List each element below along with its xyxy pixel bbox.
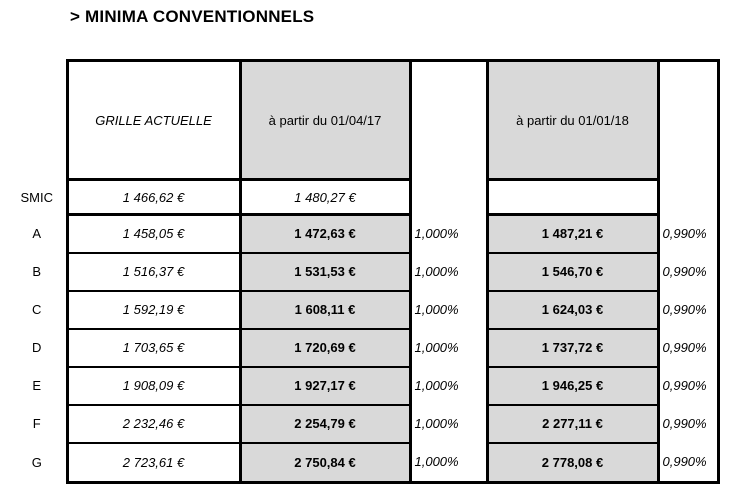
pct-2017-A: 1,000% (414, 226, 459, 241)
pct-2017-G: 1,000% (414, 454, 459, 469)
row-label-f: F (32, 416, 41, 431)
pct-2017-B: 1,000% (414, 264, 459, 279)
header-from-2018: à partir du 01/01/18 (487, 61, 658, 180)
grade-c-grille-value: 1 592,19 € (67, 291, 240, 329)
pct-2017-D: 1,000% (414, 340, 459, 355)
grade-b-grille-value: 1 516,37 € (67, 253, 240, 291)
grade-f-grille-value: 2 232,46 € (67, 405, 240, 443)
smic-2017-value: 1 480,27 € (240, 180, 410, 215)
row-label-a: A (32, 226, 42, 241)
pct-2018-B: 0,990% (662, 264, 707, 279)
corner-cell (8, 61, 67, 180)
grade-g-2017-value: 2 750,84 € (240, 443, 410, 483)
table-row-b (8, 253, 718, 291)
smic-2018-value (487, 180, 658, 215)
grade-b-2018-value: 1 546,70 € (487, 253, 658, 291)
page-title: > MINIMA CONVENTIONNELS (70, 7, 315, 26)
grade-g-grille-value: 2 723,61 € (67, 443, 240, 483)
pct-2017-column (410, 61, 487, 483)
grade-f-2018-value: 2 277,11 € (487, 405, 658, 443)
pct-2018-G: 0,990% (662, 454, 707, 469)
row-label-c: C (32, 302, 42, 317)
row-label-b: B (32, 264, 42, 279)
pct-2017-F: 1,000% (414, 416, 459, 431)
grade-a-2017-value: 1 472,63 € (240, 215, 410, 253)
grade-d-grille-value: 1 703,65 € (67, 329, 240, 367)
pct-2018-D: 0,990% (662, 340, 707, 355)
minima-conventionnels-table (8, 59, 720, 484)
table-row-d (8, 329, 718, 367)
pct-2018-A: 0,990% (662, 226, 707, 241)
grade-a-grille-value: 1 458,05 € (67, 215, 240, 253)
table-row-c (8, 291, 718, 329)
table-row-f (8, 405, 718, 443)
grade-b-2017-value: 1 531,53 € (240, 253, 410, 291)
header-grille-actuelle: GRILLE ACTUELLE (67, 61, 240, 180)
table-row-a (8, 215, 718, 253)
row-label-g: G (31, 455, 42, 470)
grade-d-2017-value: 1 720,69 € (240, 329, 410, 367)
grade-a-2018-value: 1 487,21 € (487, 215, 658, 253)
table-row-e (8, 367, 718, 405)
grade-d-2018-value: 1 737,72 € (487, 329, 658, 367)
row-label-smic: SMIC (20, 189, 53, 205)
pct-2018-column (658, 61, 718, 483)
pct-2018-E: 0,990% (662, 378, 707, 393)
pct-2017-E: 1,000% (414, 378, 459, 393)
table-row-g (8, 443, 718, 483)
pct-2018-C: 0,990% (662, 302, 707, 317)
grade-g-2018-value: 2 778,08 € (487, 443, 658, 483)
grade-c-2017-value: 1 608,11 € (240, 291, 410, 329)
pct-2018-F: 0,990% (662, 416, 707, 431)
grade-c-2018-value: 1 624,03 € (487, 291, 658, 329)
table-row-smic (8, 180, 718, 215)
grade-e-2018-value: 1 946,25 € (487, 367, 658, 405)
pct-2017-C: 1,000% (414, 302, 459, 317)
header-row (8, 61, 718, 180)
header-from-2017: à partir du 01/04/17 (240, 61, 410, 180)
row-label-d: D (32, 340, 42, 355)
grade-e-2017-value: 1 927,17 € (240, 367, 410, 405)
pct-2017-values (412, 63, 486, 481)
row-label-e: E (32, 378, 42, 393)
grade-e-grille-value: 1 908,09 € (67, 367, 240, 405)
pct-2018-values (660, 63, 717, 481)
grade-f-2017-value: 2 254,79 € (240, 405, 410, 443)
smic-grille-value: 1 466,62 € (67, 180, 240, 215)
